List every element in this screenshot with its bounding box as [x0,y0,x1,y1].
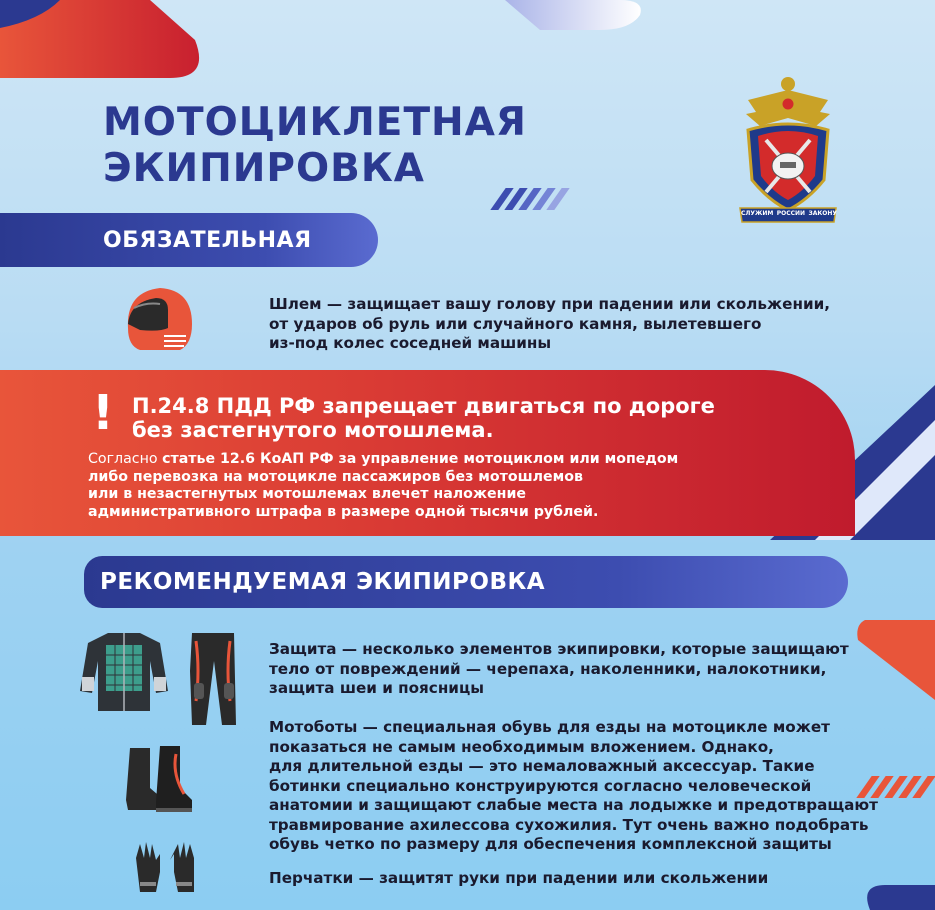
top-white-shape [505,0,641,30]
section-recommended-header [84,556,848,608]
boots-line-1: — специальная обувь для езды на мотоцикле может [357,718,830,736]
ribbon-text-right: ЗАКОНУ [808,210,837,217]
boots-line-4: ботинки специально конструируются согласно человеческой [269,776,812,795]
police-emblem-icon [738,70,838,228]
warning-heading [132,394,715,442]
section-recommended-label: РЕКОМЕНДУЕМАЯ ЭКИПИРОВКА [100,569,546,595]
warning-text-line-2: либо перевозка на мотоцикле пассажиров без мотошлемов [88,468,583,485]
protection-line-2: тело от повреждений — черепаха, наколенники, налокотники, [269,659,827,678]
protection-line-3: защита шеи и поясницы [269,679,484,697]
boots-description [269,718,878,855]
title-line-1: МОТОЦИКЛЕТНАЯ [103,100,527,145]
warning-heading-line-2: без застегнутого мотошлема. [132,418,494,442]
emblem-ribbon [741,210,837,217]
warning-text [88,451,678,521]
protection-line-1: — несколько элементов экипировки, которые защищают [336,640,849,658]
page-title [103,100,527,192]
boots-line-3: для длительной езды — это немаловажный аксессуар. Такие [269,757,815,775]
boots-line-6: травмирование ахилессова сухожилия. Тут очень важно подобрать [269,815,869,834]
right-red-tab [857,620,935,700]
helmet-term: Шлем [269,295,322,313]
gloves-description [269,869,768,889]
helmet-line-3: из-под колес соседней машины [269,334,552,352]
protection-term: Защита [269,640,337,658]
jacket-icon [78,631,170,713]
title-line-2: ЭКИПИРОВКА [103,146,425,191]
protection-description [269,640,849,699]
helmet-icon [120,284,196,356]
warning-text-line-3: или в незастегнутых мотошлемах влечет наложение [88,486,527,502]
warning-text-line-1: за управление мотоциклом или мопедом [333,451,679,467]
boots-line-7: обувь четко по размеру для обеспечения комплексной защиты [269,835,832,853]
warning-text-law: статье 12.6 КоАП РФ [162,451,334,467]
section-mandatory-label: ОБЯЗАТЕЛЬНАЯ [103,227,312,253]
warning-text-prefix: Согласно [88,451,163,467]
gloves-term: Перчатки [269,869,354,887]
boots-icon [124,744,194,814]
section-mandatory-header [0,213,378,267]
pants-icon [188,631,238,727]
exclamation-icon: ! [92,385,114,441]
warning-text-line-4: административного штрафа в размере одной тысячи рублей. [88,503,599,520]
gloves-line-1: — защитят руки при падении или скольжении [353,869,769,887]
ribbon-text-mid: РОССИИ [776,210,806,217]
bottom-right-blue-shape [867,885,935,910]
boots-line-2: показаться не самым необходимым вложением. Однако, [269,737,774,756]
warning-heading-line-1: П.24.8 ПДД РФ запрещает двигаться по дороге [132,394,715,418]
boots-line-5: анатомии и защищают слабые места на лодыжке и предотвращают [269,796,878,814]
helmet-description [269,295,830,354]
gloves-icon [132,838,198,896]
helmet-line-1: — защищает вашу голову при падении или скольжении, [321,295,830,313]
ribbon-text-left: СЛУЖИМ [741,210,774,217]
boots-term: Мотоботы [269,718,358,736]
helmet-line-2: от ударов об руль или случайного камня, вылетевшего [269,314,762,333]
